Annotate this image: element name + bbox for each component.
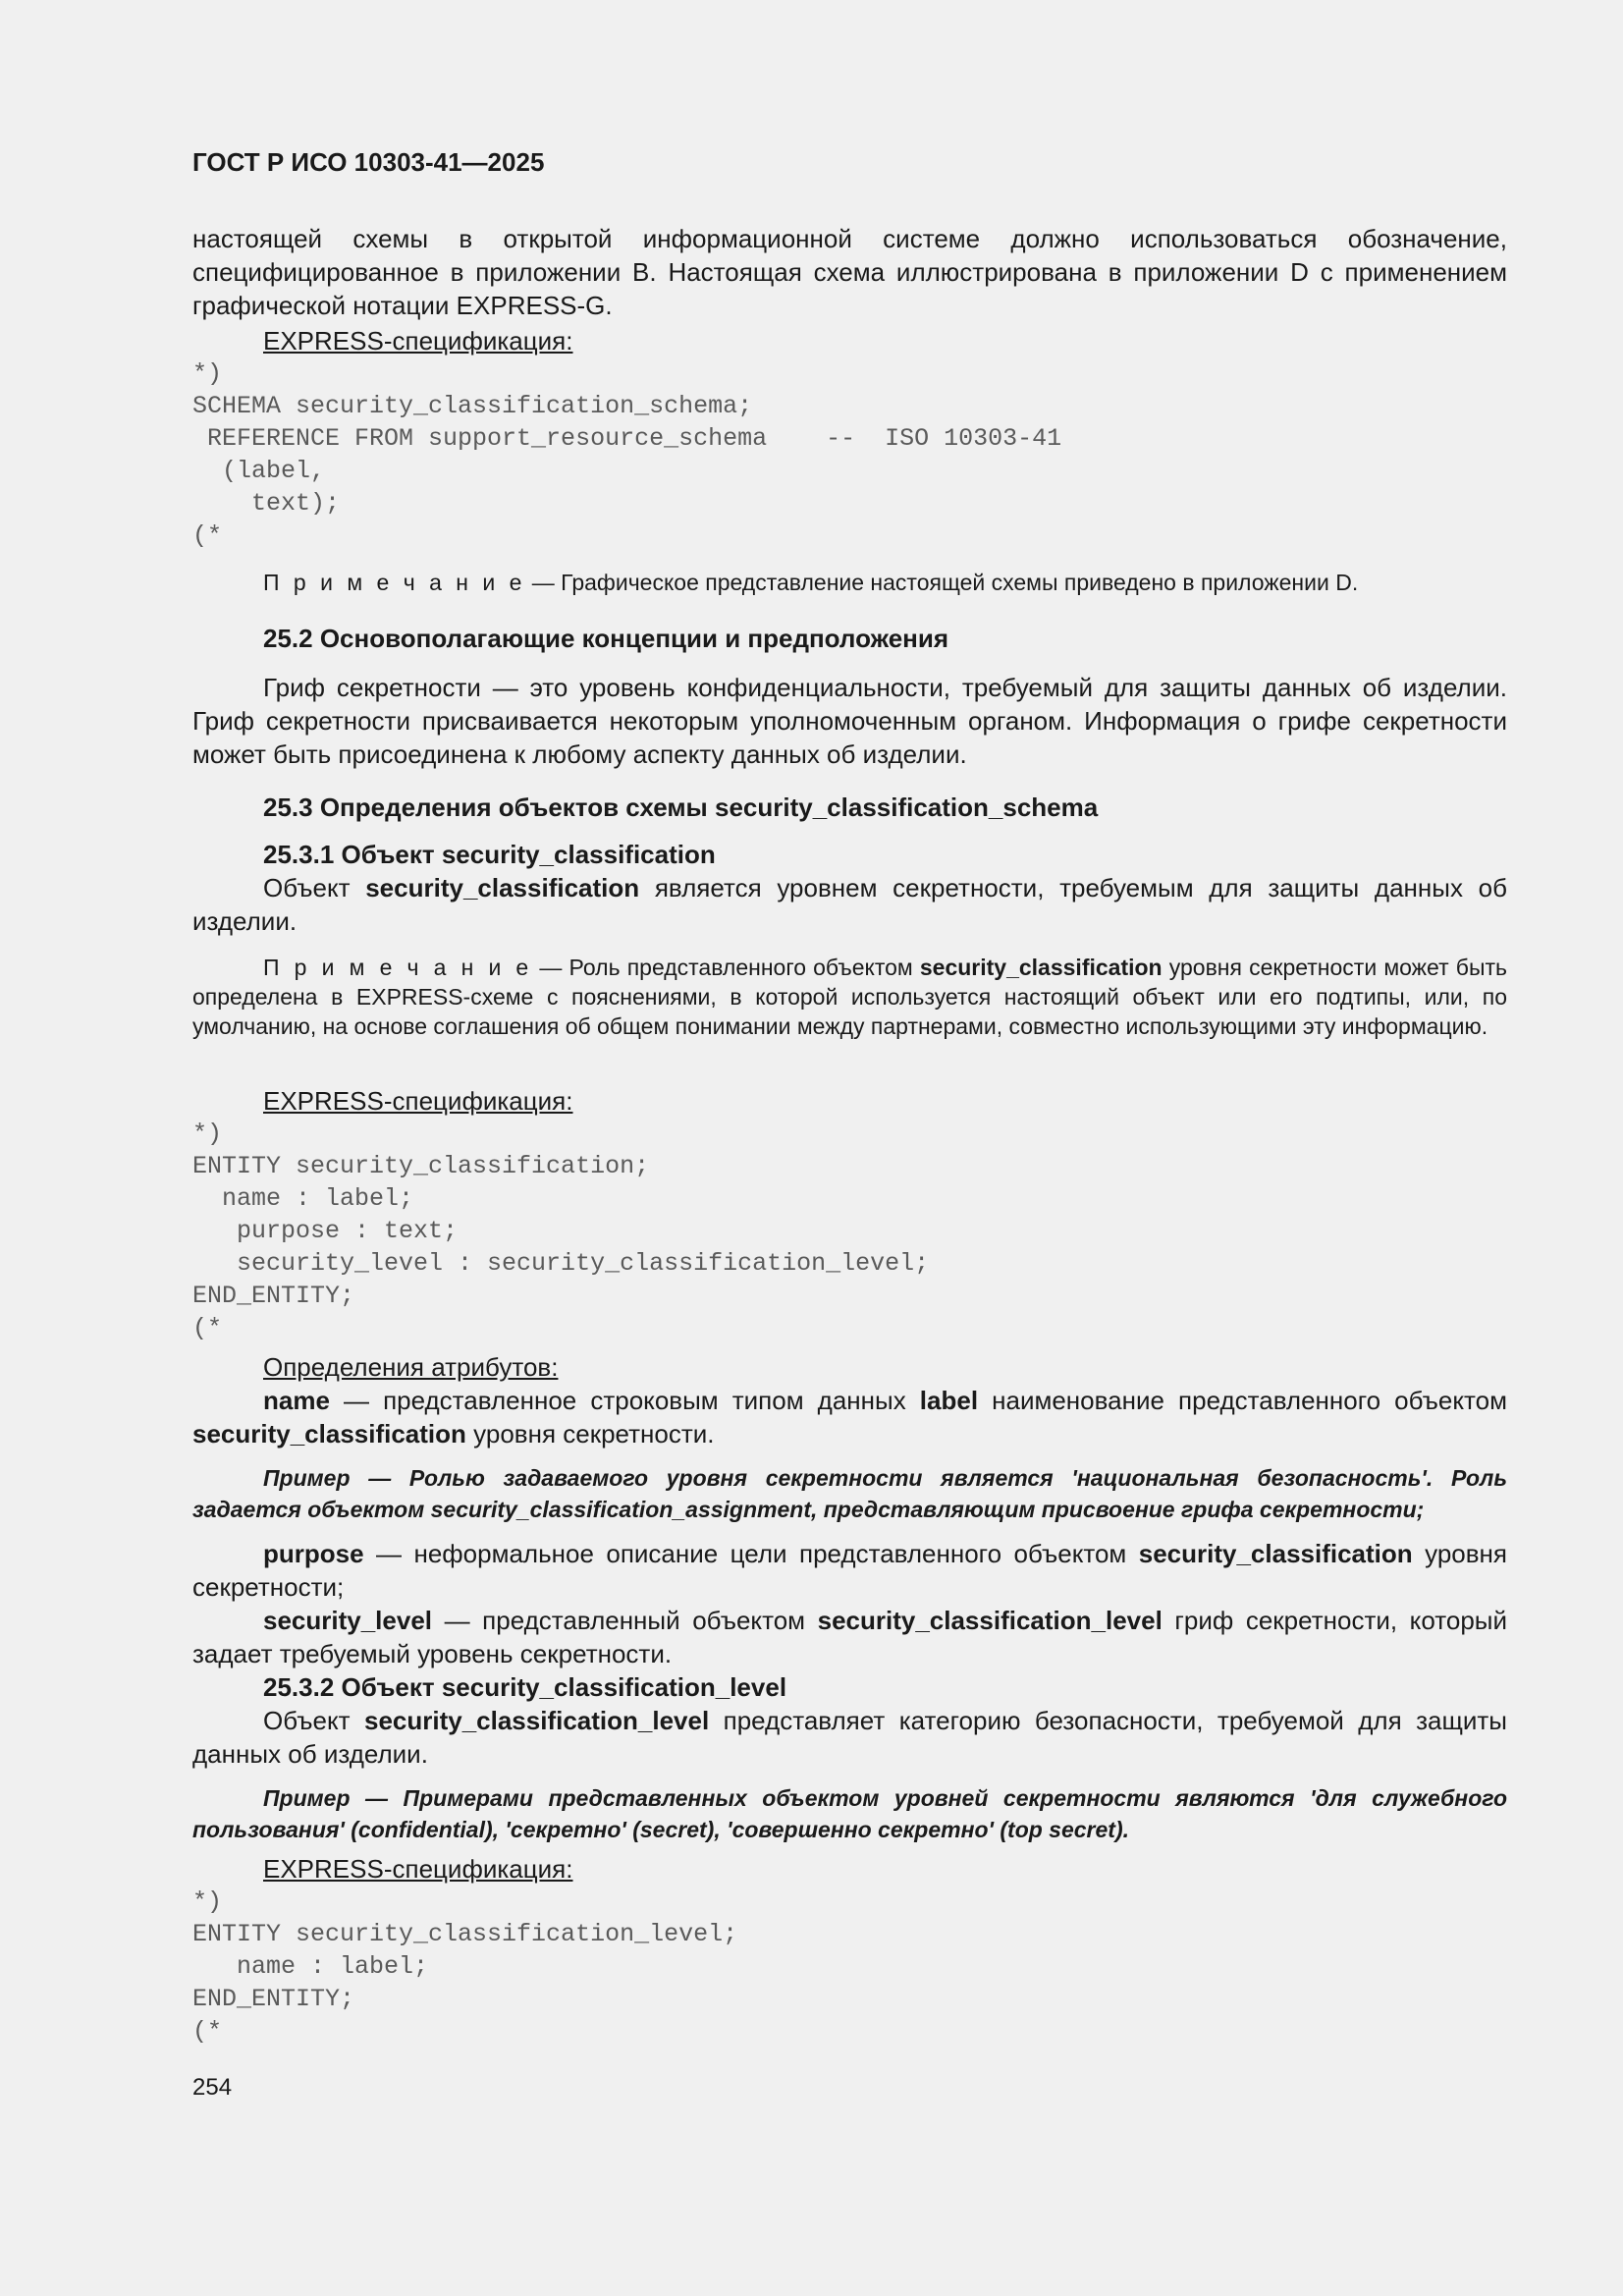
section-25-2 — [192, 622, 1507, 771]
express-code-entity-1: *) ENTITY security_classification; name : label; purpose : text; security_level : security_classification_level; END_ENTITY; (* — [192, 1120, 930, 1342]
express-label-2 — [192, 1084, 1507, 1118]
attribute-level-text-d: гриф секретности, который задает требуемый уровень секретности. — [192, 1606, 1507, 1668]
express-code-schema: *) SCHEMA security_classification_schema; REFERENCE FROM support_resource_schema -- ISO 10303-41 (label, text); (* — [192, 359, 1062, 550]
object-1-text-a: Объект — [263, 873, 366, 902]
attribute-level-key: security_level — [263, 1606, 433, 1635]
express-code-entity-2: *) ENTITY security_classification_level; name : label; END_ENTITY; (* — [192, 1887, 738, 2046]
express-label-3 — [192, 1852, 1507, 1886]
example-1: Пример — Ролью задаваемого уровня секретности является 'национальная безопасность'. Роль задается объектом security_classification_assignment, представляющим присвоение грифа секретности; — [192, 1465, 1507, 1522]
heading-25-3-2: 25.3.2 Объект security_classification_level — [263, 1672, 787, 1702]
note-2-entity: security_classification — [919, 955, 1163, 980]
express-label-3-text: EXPRESS-спецификация: — [263, 1854, 573, 1884]
attribute-name-text-f: уровня секретности. — [465, 1419, 715, 1449]
attribute-purpose — [192, 1537, 1507, 1604]
note-2 — [192, 953, 1507, 1041]
paragraph-object-2 — [192, 1704, 1507, 1771]
note-1 — [192, 568, 1507, 597]
attribute-name-text-b: — представленное строковым типом данных — [329, 1386, 920, 1415]
note-1-label: П р и м е ч а н и е — [263, 570, 526, 595]
object-2-text-c: представляет категорию безопасности, требуемой для защиты данных об изделии. — [192, 1706, 1507, 1769]
section-entity-2 — [192, 1852, 1507, 2048]
attribute-level-text-b: — представленный объектом — [432, 1606, 818, 1635]
express-label — [192, 324, 1507, 357]
example-2: Пример — Примерами представленных объектом уровней секретности являются 'для служебного пользования' (confidential), 'секретно' (secret), 'совершенно секретно' (top secret). — [192, 1785, 1507, 1842]
note-1-text: — Графическое представление настоящей схемы приведено в приложении D. — [525, 570, 1359, 595]
section-entity-1 — [192, 1084, 1507, 1845]
object-2-name: security_classification_level — [363, 1706, 710, 1735]
note-2-paragraph — [192, 953, 1507, 1041]
section-intro — [192, 222, 1507, 552]
attribute-name-type: label — [919, 1386, 979, 1415]
express-label-text: EXPRESS-спецификация: — [263, 326, 573, 355]
note-2-text-c: уровня секретности может быть определена в EXPRESS-схеме с пояснениями, в которой используется настоящий объект или его подтипы, или, по умолчанию, на основе соглашения об общем понимании между партнерами, совместно использующими эту информацию. — [192, 955, 1507, 1039]
object-2-text-a: Объект — [263, 1706, 364, 1735]
heading-25-2: 25.2 Основополагающие концепции и предположения — [263, 624, 949, 653]
note-2-text-a: — Роль представленного объектом — [532, 955, 920, 980]
page-number: 254 — [192, 2074, 233, 2101]
section-25-3 — [192, 791, 1507, 938]
note-2-label: П р и м е ч а н и е — [263, 955, 533, 980]
paragraph-object-1 — [192, 871, 1507, 938]
note-1-paragraph — [192, 568, 1507, 597]
attribute-purpose-key: purpose — [263, 1539, 364, 1568]
attribute-security-level — [192, 1604, 1507, 1670]
attribute-purpose-entity: security_classification — [1138, 1539, 1413, 1568]
attribute-name-entity: security_classification — [192, 1419, 466, 1449]
express-label-2-text: EXPRESS-спецификация: — [263, 1086, 573, 1116]
attributes-label-text: Определения атрибутов: — [263, 1352, 559, 1382]
heading-25-3: 25.3 Определения объектов схемы security_classification_schema — [263, 793, 1099, 822]
intro-paragraph: настоящей схемы в открытой информационной системе должно использоваться обозначение, специфицированное в приложении B. Настоящая схема иллюстрирована в приложении D с применением графической нотации EXPRESS-G. — [192, 224, 1507, 320]
document-header: ГОСТ Р ИСО 10303-41—2025 — [192, 147, 545, 177]
attribute-purpose-text-d: уровня секретности; — [192, 1539, 1507, 1602]
heading-25-3-1: 25.3.1 Объект security_classification — [263, 840, 716, 869]
attribute-name-text-d: наименование представленного объектом — [978, 1386, 1507, 1415]
attribute-name — [192, 1384, 1507, 1450]
attributes-label — [192, 1350, 1507, 1384]
object-1-text-c: является уровнем секретности, требуемым для защиты данных об изделии. — [192, 873, 1507, 936]
paragraph-25-2: Гриф секретности — это уровень конфиденциальности, требуемый для защиты данных об изделии. Гриф секретности присваивается некоторым уполномоченным органом. Информация о грифе секретности может быть присоединена к любому аспекту данных об изделии. — [192, 673, 1507, 769]
object-1-name: security_classification — [365, 873, 640, 902]
attribute-name-key: name — [263, 1386, 330, 1415]
attribute-purpose-text-b: — неформальное описание цели представленного объектом — [363, 1539, 1139, 1568]
attribute-level-entity: security_classification_level — [817, 1606, 1163, 1635]
